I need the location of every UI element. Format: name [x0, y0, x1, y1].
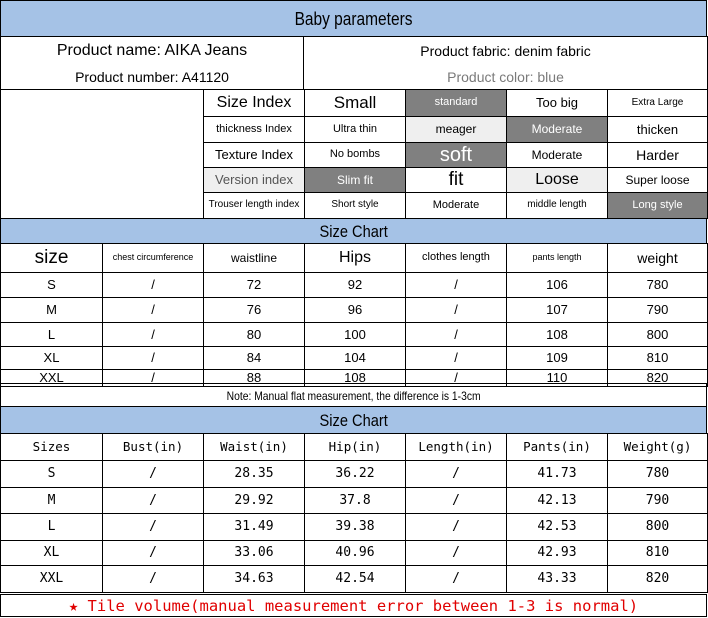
table-cell: 800 [608, 514, 708, 541]
table-cell: 84 [204, 347, 305, 370]
table-cell: 790 [608, 488, 708, 514]
table-cell: / [103, 488, 204, 514]
table-cell: / [103, 370, 204, 387]
col-header-sizes: Sizes [1, 434, 103, 461]
size-chart-in-body [1, 461, 708, 593]
index-opt-size-1: Small [305, 90, 406, 117]
table-cell: L [1, 323, 103, 347]
col-header-hip-in: Hip(in) [305, 434, 406, 461]
table-row [1, 323, 708, 347]
col-header-hips: Hips [305, 244, 406, 273]
page-title-text: Baby parameters [294, 9, 413, 29]
table-cell: / [406, 541, 507, 566]
table-cell: 42.13 [507, 488, 608, 514]
table-cell: / [103, 298, 204, 323]
table-cell: 31.49 [204, 514, 305, 541]
table-cell: S [1, 461, 103, 488]
page-title [0, 0, 707, 37]
table-cell: L [1, 514, 103, 541]
table-cell: 96 [305, 298, 406, 323]
table-cell: 790 [608, 298, 708, 323]
table-cell: 28.35 [204, 461, 305, 488]
table-cell: 80 [204, 323, 305, 347]
table-cell: 108 [305, 370, 406, 387]
index-opt-length-3: middle length [507, 193, 608, 219]
index-opt-thickness-2: meager [406, 117, 507, 143]
table-cell: 39.38 [305, 514, 406, 541]
col-header-weight: weight [608, 244, 708, 273]
size-chart-in [0, 433, 708, 593]
index-label-size: Size Index [204, 90, 305, 117]
table-cell: XXL [1, 566, 103, 593]
table-cell: 110 [507, 370, 608, 387]
table-row [1, 566, 708, 593]
table-cell: / [406, 566, 507, 593]
size-chart-in-title: Size Chart [0, 406, 707, 434]
table-cell: 780 [608, 461, 708, 488]
index-opt-texture-4: Harder [608, 143, 708, 168]
table-cell: 34.63 [204, 566, 305, 593]
table-cell: 820 [608, 370, 708, 387]
index-opt-version-3: Loose [507, 168, 608, 193]
table-cell: / [406, 273, 507, 298]
table-cell: M [1, 488, 103, 514]
product-fabric: Product fabric: denim fabric [304, 37, 708, 66]
index-opt-texture-1: No bombs [305, 143, 406, 168]
table-cell: / [103, 347, 204, 370]
table-cell: S [1, 273, 103, 298]
product-info-table [0, 36, 708, 90]
table-cell: / [103, 461, 204, 488]
index-opt-texture-2: soft [406, 143, 507, 168]
col-header-pants-in: Pants(in) [507, 434, 608, 461]
table-cell: 76 [204, 298, 305, 323]
table-cell: 92 [305, 273, 406, 298]
index-opt-size-3: Too big [507, 90, 608, 117]
index-table [0, 89, 708, 219]
size-chart-cm-title: Size Chart [0, 218, 707, 244]
index-opt-texture-3: Moderate [507, 143, 608, 168]
col-header-bust: Bust(in) [103, 434, 204, 461]
table-cell: 29.92 [204, 488, 305, 514]
index-opt-thickness-3: Moderate [507, 117, 608, 143]
table-cell: / [406, 323, 507, 347]
table-row [1, 514, 708, 541]
table-row [1, 298, 708, 323]
table-header-row [1, 434, 708, 461]
col-header-weight-g: Weight(g) [608, 434, 708, 461]
col-header-size: size [1, 244, 103, 273]
col-header-clothes-length: clothes length [406, 244, 507, 273]
table-cell: 88 [204, 370, 305, 387]
index-label-texture: Texture Index [204, 143, 305, 168]
table-cell: / [406, 370, 507, 387]
table-cell: 42.54 [305, 566, 406, 593]
index-opt-size-4: Extra Large [608, 90, 708, 117]
table-cell: 108 [507, 323, 608, 347]
table-cell: 107 [507, 298, 608, 323]
size-chart-cm [0, 243, 708, 387]
table-cell: 36.22 [305, 461, 406, 488]
index-opt-length-4: Long style [608, 193, 708, 219]
col-header-waist-in: Waist(in) [204, 434, 305, 461]
measurement-note: Note: Manual flat measurement, the difference is 1-3cm [0, 383, 707, 407]
table-cell: 800 [608, 323, 708, 347]
table-cell: XXL [1, 370, 103, 387]
table-cell: 41.73 [507, 461, 608, 488]
table-cell: 810 [608, 347, 708, 370]
product-number: Product number: A41120 [1, 66, 304, 90]
table-cell: 40.96 [305, 541, 406, 566]
table-row [1, 347, 708, 370]
table-cell: / [103, 514, 204, 541]
table-cell: 820 [608, 566, 708, 593]
table-cell: 33.06 [204, 541, 305, 566]
product-name: Product name: AIKA Jeans [1, 37, 304, 66]
col-header-chest: chest circumference [103, 244, 204, 273]
table-cell: 810 [608, 541, 708, 566]
index-opt-length-2: Moderate [406, 193, 507, 219]
product-photo [1, 90, 204, 219]
size-chart-cm-body [1, 273, 708, 387]
col-header-waist: waistline [204, 244, 305, 273]
index-label-version: Version index [204, 168, 305, 193]
table-cell: / [406, 488, 507, 514]
table-cell: / [406, 298, 507, 323]
table-cell: 72 [204, 273, 305, 298]
table-cell: XL [1, 347, 103, 370]
col-header-length-in: Length(in) [406, 434, 507, 461]
table-cell: / [406, 514, 507, 541]
col-header-pants-length: pants length [507, 244, 608, 273]
table-cell: 43.33 [507, 566, 608, 593]
table-cell: 104 [305, 347, 406, 370]
table-header-row [1, 244, 708, 273]
index-opt-version-2: fit [406, 168, 507, 193]
table-cell: / [103, 323, 204, 347]
table-row [1, 273, 708, 298]
table-cell: 42.53 [507, 514, 608, 541]
table-row [1, 488, 708, 514]
table-cell: 37.8 [305, 488, 406, 514]
product-color: Product color: blue [304, 66, 708, 90]
table-cell: 42.93 [507, 541, 608, 566]
table-cell: 780 [608, 273, 708, 298]
table-cell: / [103, 541, 204, 566]
index-opt-thickness-4: thicken [608, 117, 708, 143]
footer-note [0, 594, 707, 617]
table-cell: M [1, 298, 103, 323]
index-label-trouser-length: Trouser length index [204, 193, 305, 219]
star-icon: ★ [68, 597, 79, 615]
table-cell: 106 [507, 273, 608, 298]
index-opt-version-4: Super loose [608, 168, 708, 193]
index-opt-version-1: Slim fit [305, 168, 406, 193]
footer-note-text: Tile volume(manual measurement error between 1-3 is normal) [78, 597, 639, 615]
index-label-thickness: thickness Index [204, 117, 305, 143]
table-cell: 100 [305, 323, 406, 347]
table-cell: / [406, 347, 507, 370]
table-row [1, 461, 708, 488]
table-cell: / [406, 461, 507, 488]
table-cell: XL [1, 541, 103, 566]
index-opt-thickness-1: Ultra thin [305, 117, 406, 143]
table-cell: / [103, 273, 204, 298]
table-row [1, 541, 708, 566]
table-cell: 109 [507, 347, 608, 370]
index-opt-size-2: standard [406, 90, 507, 117]
index-opt-length-1: Short style [305, 193, 406, 219]
table-cell: / [103, 566, 204, 593]
